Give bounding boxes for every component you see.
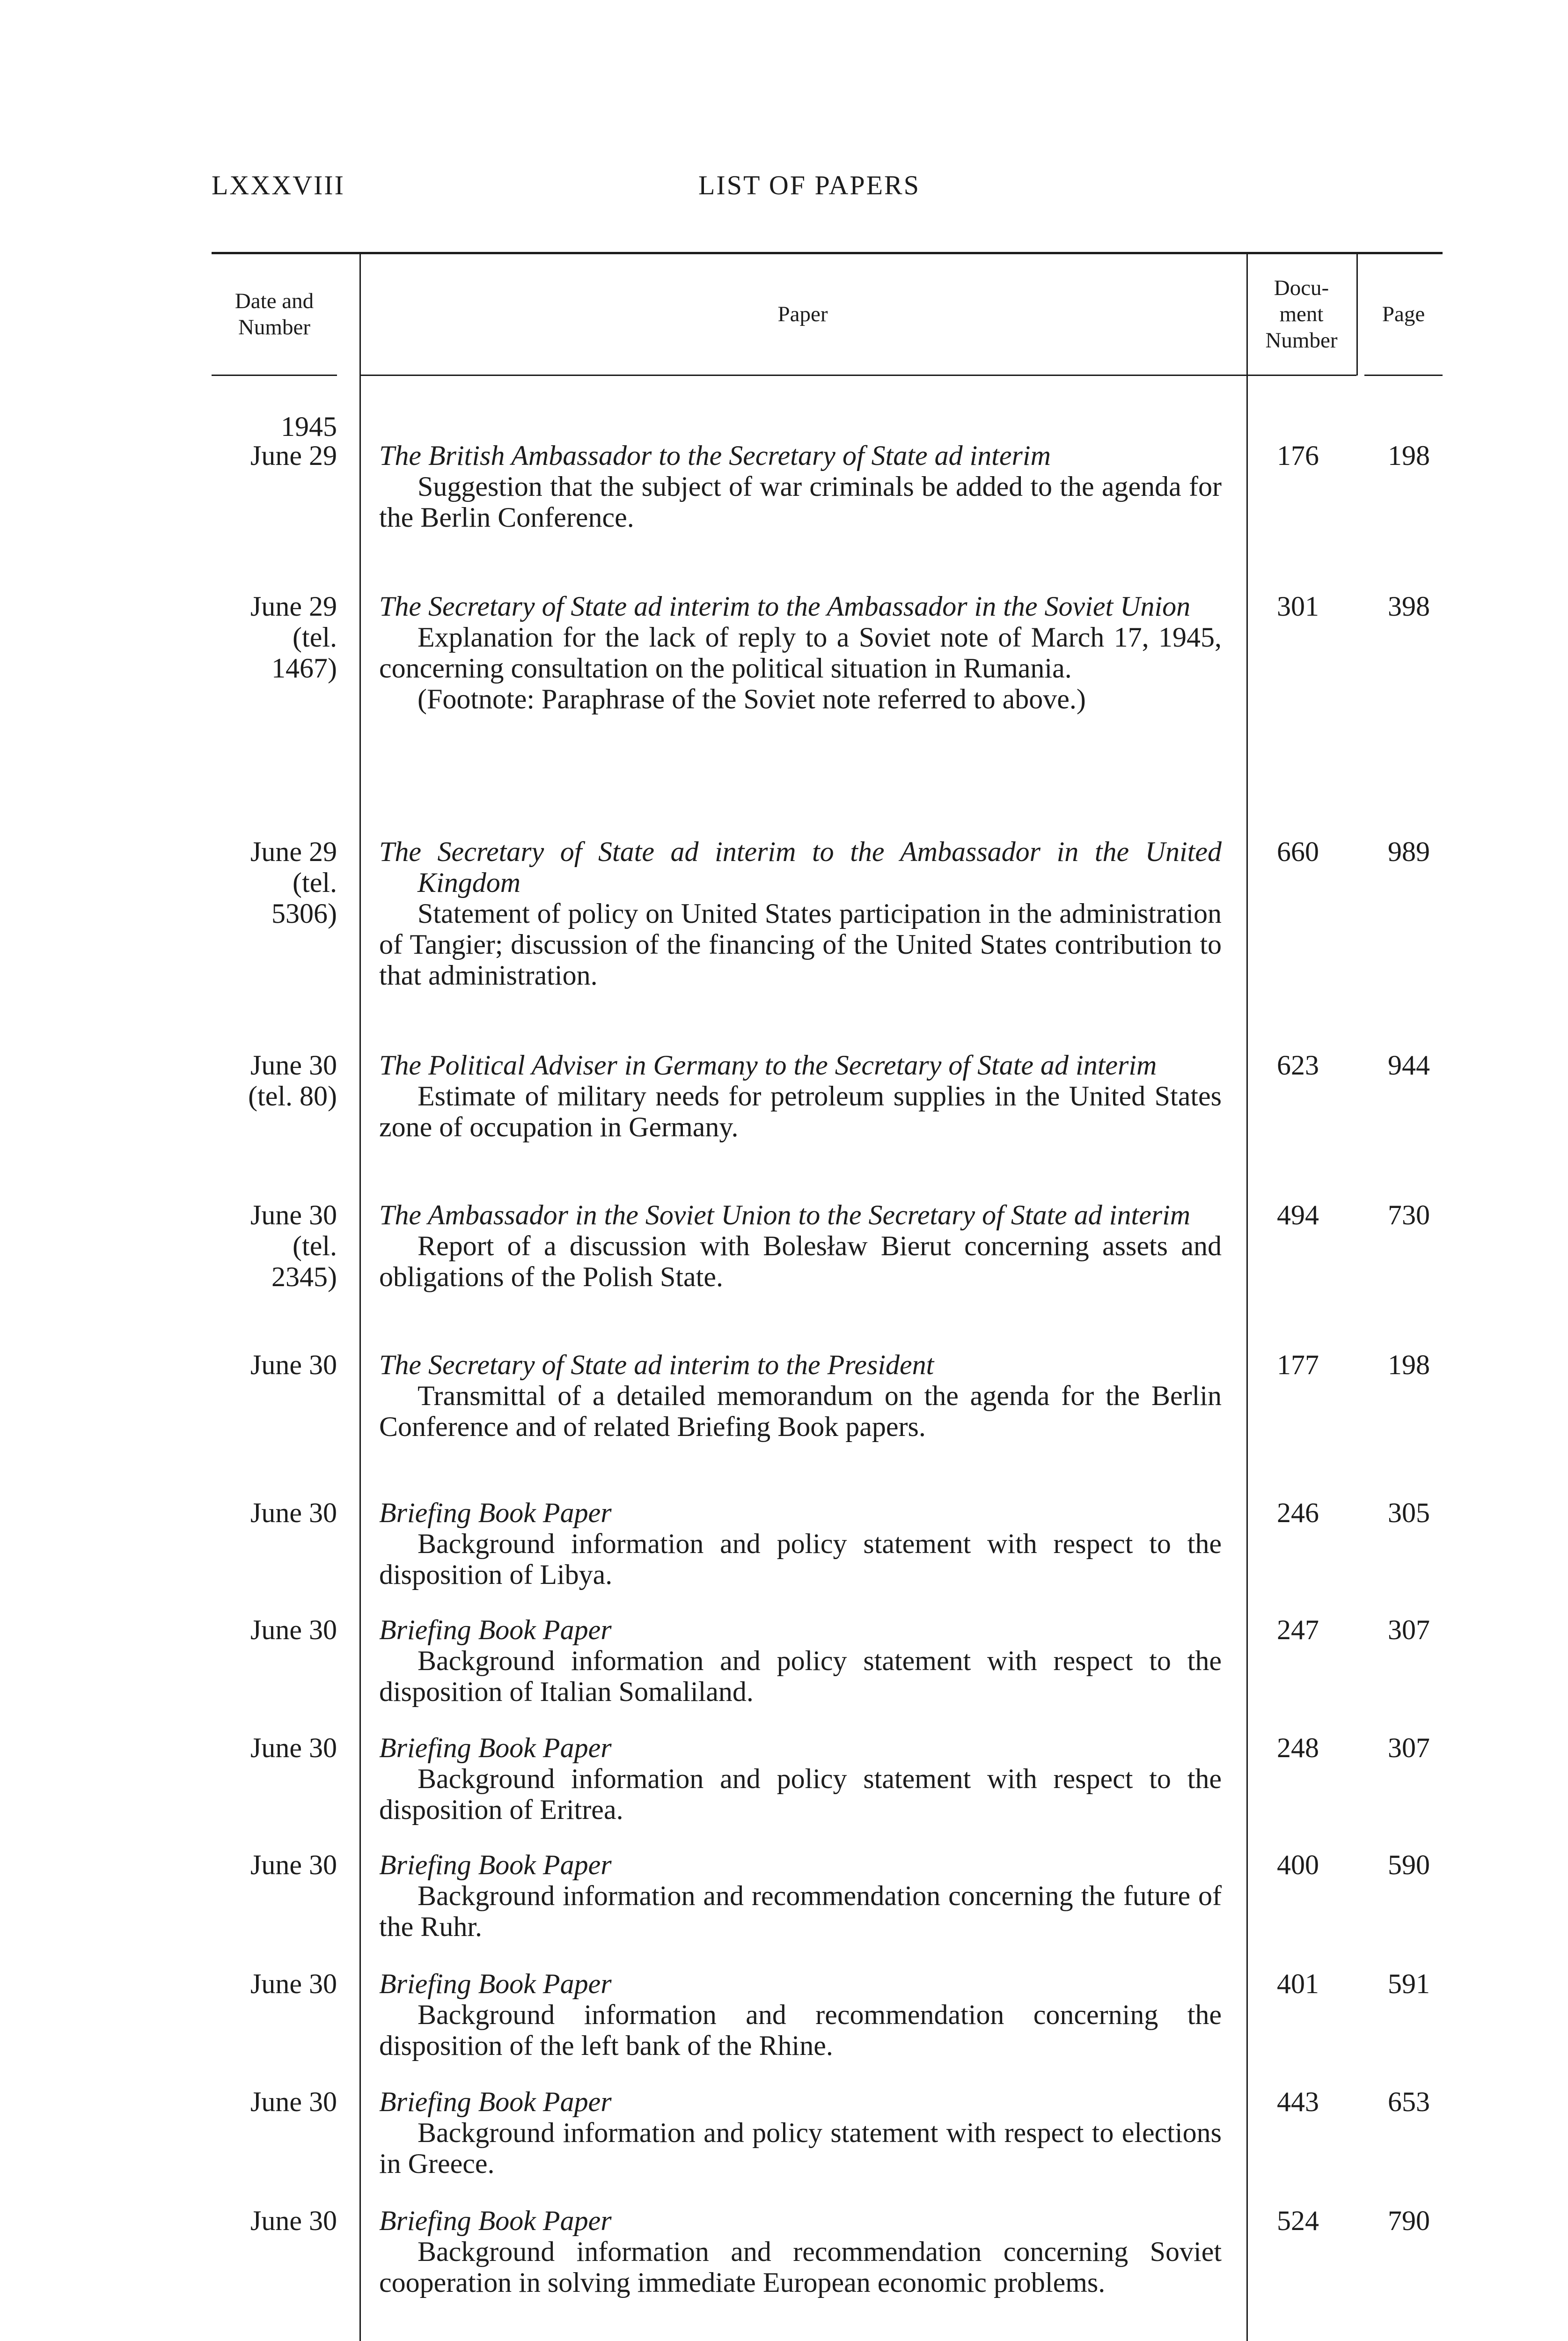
column-header-page: Page bbox=[1382, 302, 1425, 326]
entry-title: Briefing Book Paper bbox=[379, 2205, 612, 2236]
entry-page-number: 653 bbox=[1388, 2086, 1430, 2117]
entry-document-number: 494 bbox=[1277, 1200, 1319, 1230]
entry-paper bbox=[379, 1200, 1222, 1292]
entry-description: Report of a discussion with Bolesław Bierut concerning assets and obligations of the Polish State. bbox=[379, 1230, 1222, 1292]
entry-paper bbox=[379, 1732, 1222, 1825]
entry-description: (Footnote: Paraphrase of the Soviet note referred to above.) bbox=[418, 684, 1086, 714]
header-rule-date bbox=[212, 375, 337, 376]
entry-title: Briefing Book Paper bbox=[379, 1849, 612, 1880]
entry-paper bbox=[379, 440, 1222, 533]
year-label: 1945 bbox=[281, 411, 337, 442]
entry-paper bbox=[379, 1968, 1222, 2061]
entry-date: June 30 bbox=[250, 1614, 337, 1645]
header-rule-document bbox=[1246, 375, 1356, 376]
entry-page-number: 590 bbox=[1388, 1849, 1430, 1880]
entry-description: Estimate of military needs for petroleum supplies in the United States zone of occupation in Germany. bbox=[379, 1081, 1222, 1142]
entry-date: June 29 (tel. 1467) bbox=[250, 591, 337, 684]
entry-title: Briefing Book Paper bbox=[379, 1732, 612, 1763]
entry-page-number: 591 bbox=[1388, 1968, 1430, 1999]
entry-date: June 30 bbox=[250, 1732, 337, 1763]
entry-description: Background information and policy statement with respect to the disposition of Eritrea. bbox=[379, 1763, 1222, 1825]
header-rule-paper bbox=[359, 375, 1246, 376]
entry-description: Transmittal of a detailed memorandum on the agenda for the Berlin Conference and of related Briefing Book papers. bbox=[379, 1380, 1222, 1442]
entry-document-number: 401 bbox=[1277, 1968, 1319, 1999]
entry-document-number: 248 bbox=[1277, 1732, 1319, 1763]
entry-document-number: 400 bbox=[1277, 1849, 1319, 1880]
entry-document-number: 176 bbox=[1277, 440, 1319, 471]
entry-title: The British Ambassador to the Secretary of State ad interim bbox=[379, 440, 1051, 471]
entry-date: June 30 bbox=[250, 1968, 337, 1999]
entry-paper bbox=[379, 591, 1222, 714]
column-divider-2 bbox=[1246, 253, 1248, 2341]
entry-page-number: 198 bbox=[1388, 1349, 1430, 1380]
entry-date: June 29 bbox=[250, 440, 337, 471]
entry-description: Background information and recommendation concerning Soviet cooperation in solving immediate European economic problems. bbox=[379, 2236, 1222, 2298]
entry-page-number: 305 bbox=[1388, 1497, 1430, 1528]
entry-document-number: 247 bbox=[1277, 1614, 1319, 1645]
entry-paper bbox=[379, 1614, 1222, 1707]
entry-paper bbox=[379, 1497, 1222, 1590]
entry-page-number: 198 bbox=[1388, 440, 1430, 471]
entry-page-number: 944 bbox=[1388, 1050, 1430, 1081]
entry-title: The Ambassador in the Soviet Union to the Secretary of State ad interim bbox=[379, 1200, 1191, 1230]
entry-date: June 29 (tel. 5306) bbox=[250, 836, 337, 929]
entry-title: The Secretary of State ad interim to the Ambassador in the United Kingdom bbox=[379, 836, 1222, 898]
entry-title: Briefing Book Paper bbox=[379, 1497, 612, 1528]
entry-document-number: 301 bbox=[1277, 591, 1319, 622]
entry-document-number: 177 bbox=[1277, 1349, 1319, 1380]
column-header-document-number: Docu- ment Number bbox=[1265, 276, 1338, 353]
entry-document-number: 246 bbox=[1277, 1497, 1319, 1528]
entry-page-number: 790 bbox=[1388, 2205, 1430, 2236]
page-title: LIST OF PAPERS bbox=[698, 170, 920, 200]
page-number: LXXXVIII bbox=[212, 170, 345, 200]
entry-document-number: 660 bbox=[1277, 836, 1319, 867]
column-divider-3 bbox=[1356, 253, 1358, 375]
running-head bbox=[212, 169, 1443, 212]
entry-title: Briefing Book Paper bbox=[379, 2086, 612, 2117]
entry-date: June 30 bbox=[250, 1349, 337, 1380]
entry-description: Background information and recommendation concerning the disposition of the left bank of the Rhine. bbox=[379, 1999, 1222, 2061]
entry-document-number: 524 bbox=[1277, 2205, 1319, 2236]
entry-description: Background information and policy statement with respect to the disposition of Libya. bbox=[379, 1528, 1222, 1590]
entry-description: Background information and policy statement with respect to elections in Greece. bbox=[379, 2117, 1222, 2179]
entry-description: Background information and policy statement with respect to the disposition of Italian Somaliland. bbox=[379, 1645, 1222, 1707]
entry-description: Explanation for the lack of reply to a Soviet note of March 17, 1945, concerning consultation on the political situation in Rumania. bbox=[379, 622, 1222, 684]
entry-title: The Political Adviser in Germany to the Secretary of State ad interim bbox=[379, 1050, 1157, 1081]
column-divider-1 bbox=[359, 253, 361, 2341]
entry-document-number: 443 bbox=[1277, 2086, 1319, 2117]
entry-date: June 30 (tel. 80) bbox=[248, 1050, 337, 1112]
column-header-paper: Paper bbox=[777, 302, 828, 326]
entry-paper bbox=[379, 2086, 1222, 2179]
entry-title: Briefing Book Paper bbox=[379, 1614, 612, 1645]
entry-paper bbox=[379, 1349, 1222, 1442]
entry-title: Briefing Book Paper bbox=[379, 1968, 612, 1999]
entry-description: Suggestion that the subject of war criminals be added to the agenda for the Berlin Conference. bbox=[379, 471, 1222, 533]
entry-description: Background information and recommendation concerning the future of the Ruhr. bbox=[379, 1880, 1222, 1942]
entry-date: June 30 (tel. 2345) bbox=[250, 1200, 337, 1292]
entry-date: June 30 bbox=[250, 1849, 337, 1880]
entry-page-number: 730 bbox=[1388, 1200, 1430, 1230]
entry-description: Statement of policy on United States participation in the administration of Tangier; discussion of the financing of the United States contribution to that administration. bbox=[379, 898, 1222, 991]
entry-date: June 30 bbox=[250, 2086, 337, 2117]
header-rule-page bbox=[1364, 375, 1443, 376]
entry-page-number: 307 bbox=[1388, 1614, 1430, 1645]
entry-paper bbox=[379, 1050, 1222, 1142]
entry-page-number: 989 bbox=[1388, 836, 1430, 867]
entry-paper bbox=[379, 836, 1222, 991]
entry-date: June 30 bbox=[250, 2205, 337, 2236]
entry-paper bbox=[379, 1849, 1222, 1942]
entry-page-number: 398 bbox=[1388, 591, 1430, 622]
column-header-date: Date and Number bbox=[234, 289, 314, 339]
entry-title: The Secretary of State ad interim to the Ambassador in the Soviet Union bbox=[379, 591, 1191, 622]
entry-page-number: 307 bbox=[1388, 1732, 1430, 1763]
entry-date: June 30 bbox=[250, 1497, 337, 1528]
entry-paper bbox=[379, 2205, 1222, 2298]
entry-title: The Secretary of State ad interim to the President bbox=[379, 1349, 934, 1380]
entry-document-number: 623 bbox=[1277, 1050, 1319, 1081]
